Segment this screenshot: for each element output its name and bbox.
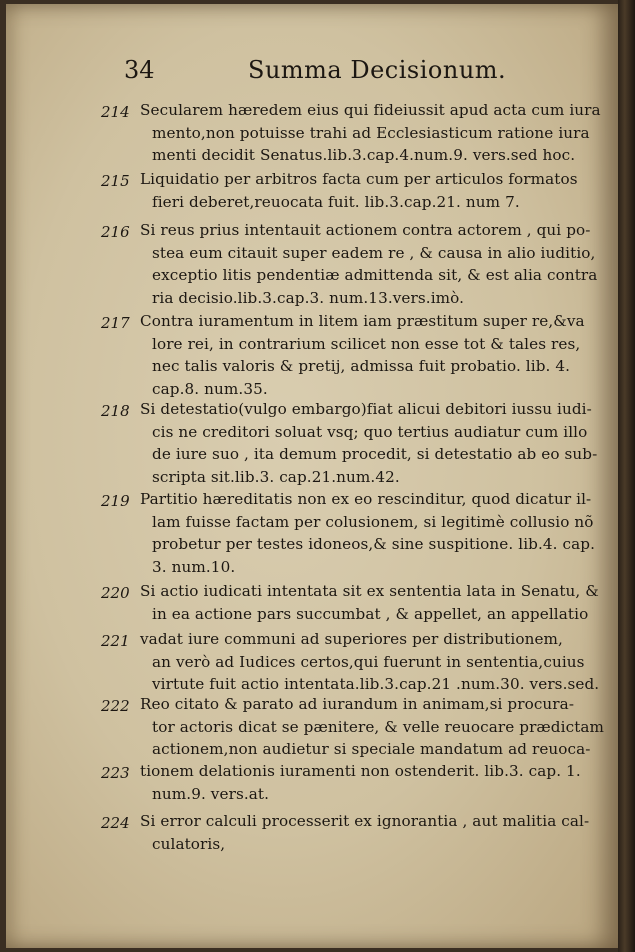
entry-text-line: Si error calculi processerit ex ignorantia , aut malitia cal- [140, 812, 590, 830]
entry-number: 222 [101, 697, 130, 715]
entry-text-line: fieri deberet,reuocata fuit. lib.3.cap.21. num 7. [152, 192, 520, 211]
entry-text-line: vadat iure communi ad superiores per distributionem, [140, 630, 563, 648]
entry-text-line: an verò ad Iudices certos,qui fuerunt in sententia,cuius [152, 652, 585, 671]
entry-text-line: Partitio hæreditatis non ex eo rescinditur, quod dicatur il- [140, 490, 592, 508]
entry-text-line: scripta sit.lib.3. cap.21.num.42. [152, 467, 400, 486]
entry-text-line: nec talis valoris & pretij, admissa fuit probatio. lib. 4. [152, 357, 571, 375]
entry-text-line: lore rei, in contrarium scilicet non esse tot & tales res, [152, 334, 581, 353]
entry-text-line: Liquidatio per arbitros facta cum per articulos formatos [140, 170, 578, 188]
entry-text-line: tionem delationis iuramenti non ostenderit. lib.3. cap. 1. [140, 762, 581, 780]
entry-number: 217 [101, 314, 130, 332]
entry-number: 220 [101, 584, 130, 602]
entry-text-line: Si detestatio(vulgo embargo)fiat alicui debitori iussu iudi- [140, 400, 592, 418]
book-fore-edge [618, 0, 635, 952]
page-header [124, 56, 524, 86]
entry-text-line: Si actio iudicati intentata sit ex sententia lata in Senatu, & [140, 582, 599, 600]
entry-text-line: Si reus prius intentauit actionem contra actorem , qui po- [140, 221, 591, 239]
entry-text-line: mento,non potuisse trahi ad Ecclesiasticum ratione iura [152, 123, 590, 142]
entry-text-line: 3. num.10. [152, 557, 236, 576]
entry-text-line: culatoris, [152, 834, 226, 853]
running-title: Summa Decisionum. [248, 56, 507, 84]
entry-text-line: de iure suo , ita demum procedit, si detestatio ab eo sub- [152, 445, 598, 463]
entry-number: 219 [101, 492, 130, 510]
entry-text-line: exceptio litis pendentiæ admittenda sit, & est alia contra [152, 266, 598, 284]
entry-text-line: Reo citato & parato ad iurandum in animam,si procura- [140, 695, 575, 713]
entry-text-line: in ea actione pars succumbat , & appellet, an appellatio [152, 604, 589, 623]
entry-text-line: probetur per testes idoneos,& sine suspitione. lib.4. cap. [152, 535, 596, 553]
page-number: 34 [124, 56, 155, 84]
entry-text-line: num.9. vers.at. [152, 784, 270, 803]
entry-text-line: virtute fuit actio intentata.lib.3.cap.21 .num.30. vers.sed. [152, 675, 600, 693]
entry-text-line: Contra iuramentum in litem iam præstitum super re,&va [140, 312, 585, 330]
entry-text-line: cis ne creditori soluat vsq; quo tertius audiatur cum illo [152, 422, 588, 441]
entry-number: 224 [101, 814, 130, 832]
entry-number: 215 [101, 172, 130, 190]
entry-number: 221 [101, 632, 130, 650]
entry-text-line: lam fuisse factam per colusionem, si legitimè collusio nõ [152, 512, 594, 531]
entry-text-line: Secularem hæredem eius qui fideiussit apud acta cum iura [140, 101, 601, 119]
entry-text-line: ria decisio.lib.3.cap.3. num.13.vers.imò. [152, 288, 465, 307]
entry-number: 218 [101, 402, 130, 420]
entry-text-line: cap.8. num.35. [152, 379, 268, 398]
entry-text-line: tor actoris dicat se pænitere, & velle reuocare prædictam [152, 717, 605, 736]
entry-text-line: actionem,non audietur si speciale mandatum ad reuoca- [152, 740, 591, 758]
entry-text-line: menti decidit Senatus.lib.3.cap.4.num.9. vers.sed hoc. [152, 146, 576, 164]
entry-number: 223 [101, 764, 130, 782]
entry-number: 216 [101, 223, 130, 241]
entry-number: 214 [101, 103, 130, 121]
entry-text-line: stea eum citauit super eadem re , & causa in alio iuditio, [152, 243, 596, 262]
